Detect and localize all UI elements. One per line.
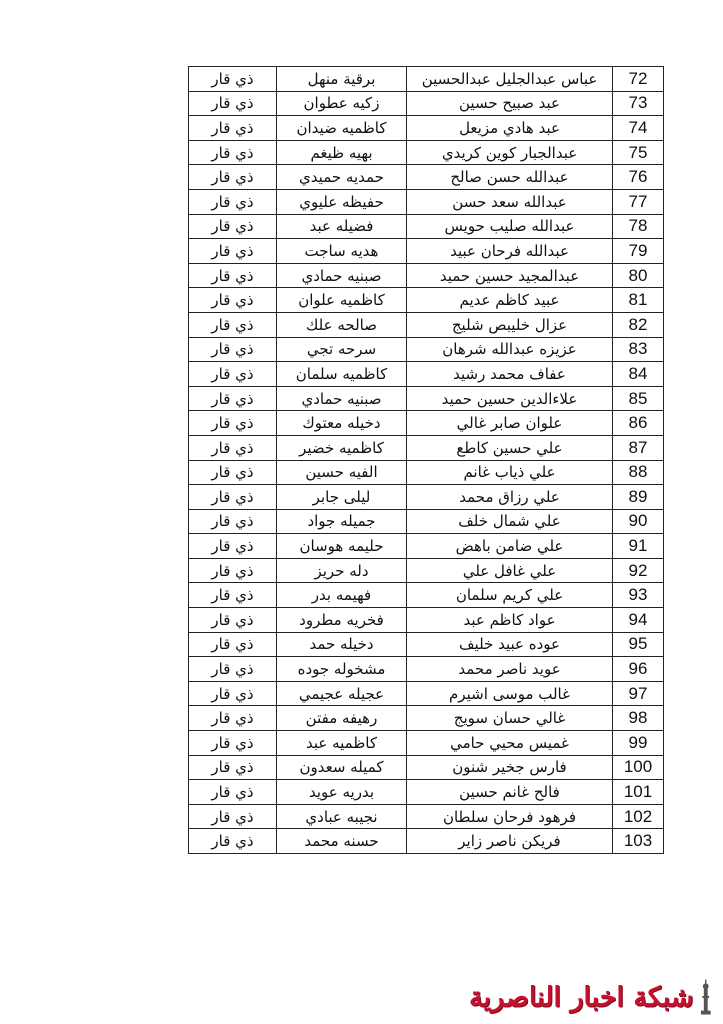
row-number: 77 bbox=[613, 189, 664, 214]
row-number: 87 bbox=[613, 435, 664, 460]
mother-name: جميله جواد bbox=[277, 509, 407, 534]
mother-name: صالحه علك bbox=[277, 312, 407, 337]
person-name: عواد كاظم عبد bbox=[407, 608, 613, 633]
table-row bbox=[189, 780, 664, 805]
mother-name: كاظميه علوان bbox=[277, 288, 407, 313]
table-row bbox=[189, 312, 664, 337]
row-number: 79 bbox=[613, 239, 664, 264]
governorate: ذي قار bbox=[189, 583, 277, 608]
table-row bbox=[189, 509, 664, 534]
person-name: علي ضامن باهض bbox=[407, 534, 613, 559]
governorate: ذي قار bbox=[189, 681, 277, 706]
person-name: عفاف محمد رشيد bbox=[407, 362, 613, 387]
person-name: عبدالله فرحان عبيد bbox=[407, 239, 613, 264]
mother-name: بدريه عويد bbox=[277, 780, 407, 805]
row-number: 101 bbox=[613, 780, 664, 805]
row-number: 81 bbox=[613, 288, 664, 313]
table-row bbox=[189, 755, 664, 780]
governorate: ذي قار bbox=[189, 140, 277, 165]
row-number: 93 bbox=[613, 583, 664, 608]
person-name: فارس جخير شنون bbox=[407, 755, 613, 780]
person-name: فالح غانم حسين bbox=[407, 780, 613, 805]
mother-name: حفيظه عليوي bbox=[277, 189, 407, 214]
governorate: ذي قار bbox=[189, 214, 277, 239]
row-number: 82 bbox=[613, 312, 664, 337]
table-row bbox=[189, 608, 664, 633]
row-number: 96 bbox=[613, 657, 664, 682]
governorate: ذي قار bbox=[189, 312, 277, 337]
watermark-logo bbox=[469, 976, 715, 1018]
person-name: عوده عبيد خليف bbox=[407, 632, 613, 657]
governorate: ذي قار bbox=[189, 608, 277, 633]
row-number: 86 bbox=[613, 411, 664, 436]
person-name: علي شمال خلف bbox=[407, 509, 613, 534]
row-number: 99 bbox=[613, 731, 664, 756]
table-body bbox=[189, 67, 664, 854]
governorate: ذي قار bbox=[189, 116, 277, 141]
table-row bbox=[189, 632, 664, 657]
names-table bbox=[188, 66, 664, 854]
person-name: علي رزاق محمد bbox=[407, 485, 613, 510]
governorate: ذي قار bbox=[189, 435, 277, 460]
row-number: 80 bbox=[613, 263, 664, 288]
person-name: غالب موسى اشيرم bbox=[407, 681, 613, 706]
row-number: 73 bbox=[613, 91, 664, 116]
table-row bbox=[189, 829, 664, 854]
mother-name: كاظميه ضيدان bbox=[277, 116, 407, 141]
table-row bbox=[189, 337, 664, 362]
mother-name: كاظميه سلمان bbox=[277, 362, 407, 387]
table-row bbox=[189, 239, 664, 264]
row-number: 75 bbox=[613, 140, 664, 165]
mother-name: فخريه مطرود bbox=[277, 608, 407, 633]
row-number: 97 bbox=[613, 681, 664, 706]
mother-name: عجيله عجيمي bbox=[277, 681, 407, 706]
mother-name: نجيبه عبادي bbox=[277, 804, 407, 829]
row-number: 74 bbox=[613, 116, 664, 141]
person-name: علي كريم سلمان bbox=[407, 583, 613, 608]
person-name: غالي حسان سويج bbox=[407, 706, 613, 731]
mother-name: صبنيه حمادي bbox=[277, 263, 407, 288]
table-row bbox=[189, 263, 664, 288]
governorate: ذي قار bbox=[189, 534, 277, 559]
governorate: ذي قار bbox=[189, 731, 277, 756]
governorate: ذي قار bbox=[189, 780, 277, 805]
governorate: ذي قار bbox=[189, 189, 277, 214]
mother-name: ليلى جابر bbox=[277, 485, 407, 510]
mother-name: حمديه حميدي bbox=[277, 165, 407, 190]
person-name: عزيزه عبدالله شرهان bbox=[407, 337, 613, 362]
mother-name: حليمه هوسان bbox=[277, 534, 407, 559]
table-row bbox=[189, 189, 664, 214]
mother-name: رهيفه مفتن bbox=[277, 706, 407, 731]
row-number: 88 bbox=[613, 460, 664, 485]
person-name: عبد هادي مزيعل bbox=[407, 116, 613, 141]
governorate: ذي قار bbox=[189, 829, 277, 854]
person-name: عبد صبيح حسين bbox=[407, 91, 613, 116]
person-name: عباس عبدالجليل عبدالحسين bbox=[407, 67, 613, 92]
table-row bbox=[189, 731, 664, 756]
mother-name: دخيله معتوك bbox=[277, 411, 407, 436]
watermark-text: شبكة اخبار الناصرية bbox=[469, 981, 694, 1013]
table-row bbox=[189, 116, 664, 141]
row-number: 89 bbox=[613, 485, 664, 510]
person-name: عبدالله حسن صالح bbox=[407, 165, 613, 190]
governorate: ذي قار bbox=[189, 337, 277, 362]
person-name: عبدالله سعد حسن bbox=[407, 189, 613, 214]
table-row bbox=[189, 460, 664, 485]
table-row bbox=[189, 214, 664, 239]
row-number: 102 bbox=[613, 804, 664, 829]
mother-name: سرحه تجي bbox=[277, 337, 407, 362]
table-row bbox=[189, 411, 664, 436]
governorate: ذي قار bbox=[189, 67, 277, 92]
table-row bbox=[189, 558, 664, 583]
row-number: 85 bbox=[613, 386, 664, 411]
governorate: ذي قار bbox=[189, 362, 277, 387]
row-number: 91 bbox=[613, 534, 664, 559]
table-row bbox=[189, 67, 664, 92]
governorate: ذي قار bbox=[189, 165, 277, 190]
person-name: علي غافل علي bbox=[407, 558, 613, 583]
person-name: عبيد كاظم عديم bbox=[407, 288, 613, 313]
person-name: علي ذياب غانم bbox=[407, 460, 613, 485]
mother-name: فهيمه بدر bbox=[277, 583, 407, 608]
table-row bbox=[189, 362, 664, 387]
governorate: ذي قار bbox=[189, 558, 277, 583]
mother-name: بهيه ظيغم bbox=[277, 140, 407, 165]
table-row bbox=[189, 706, 664, 731]
mother-name: مشخوله جوده bbox=[277, 657, 407, 682]
table-row bbox=[189, 534, 664, 559]
governorate: ذي قار bbox=[189, 263, 277, 288]
governorate: ذي قار bbox=[189, 288, 277, 313]
row-number: 100 bbox=[613, 755, 664, 780]
row-number: 98 bbox=[613, 706, 664, 731]
table-row bbox=[189, 583, 664, 608]
mother-name: زكيه عطوان bbox=[277, 91, 407, 116]
row-number: 90 bbox=[613, 509, 664, 534]
governorate: ذي قار bbox=[189, 460, 277, 485]
table-row bbox=[189, 681, 664, 706]
person-name: عبدالجبار كوين كريدي bbox=[407, 140, 613, 165]
row-number: 94 bbox=[613, 608, 664, 633]
person-name: فرهود فرحان سلطان bbox=[407, 804, 613, 829]
governorate: ذي قار bbox=[189, 657, 277, 682]
mother-name: صبنيه حمادي bbox=[277, 386, 407, 411]
person-name: علوان صابر غالي bbox=[407, 411, 613, 436]
governorate: ذي قار bbox=[189, 509, 277, 534]
row-number: 92 bbox=[613, 558, 664, 583]
governorate: ذي قار bbox=[189, 91, 277, 116]
table-row bbox=[189, 288, 664, 313]
governorate: ذي قار bbox=[189, 411, 277, 436]
row-number: 76 bbox=[613, 165, 664, 190]
minaret-emblem-icon bbox=[697, 978, 715, 1016]
person-name: عويد ناصر محمد bbox=[407, 657, 613, 682]
mother-name: هديه ساجت bbox=[277, 239, 407, 264]
mother-name: فضيله عبد bbox=[277, 214, 407, 239]
table-row bbox=[189, 91, 664, 116]
mother-name: حسنه محمد bbox=[277, 829, 407, 854]
governorate: ذي قار bbox=[189, 386, 277, 411]
row-number: 103 bbox=[613, 829, 664, 854]
governorate: ذي قار bbox=[189, 755, 277, 780]
mother-name: برقية منهل bbox=[277, 67, 407, 92]
row-number: 84 bbox=[613, 362, 664, 387]
governorate: ذي قار bbox=[189, 485, 277, 510]
table-row bbox=[189, 657, 664, 682]
person-name: عبدالمجيد حسين حميد bbox=[407, 263, 613, 288]
table-row bbox=[189, 485, 664, 510]
table-row bbox=[189, 140, 664, 165]
row-number: 95 bbox=[613, 632, 664, 657]
table-row bbox=[189, 165, 664, 190]
person-name: عبدالله صليب حويس bbox=[407, 214, 613, 239]
row-number: 83 bbox=[613, 337, 664, 362]
table-row bbox=[189, 804, 664, 829]
person-name: فريكن ناصر زاير bbox=[407, 829, 613, 854]
mother-name: دخيله حمد bbox=[277, 632, 407, 657]
table-row bbox=[189, 435, 664, 460]
governorate: ذي قار bbox=[189, 632, 277, 657]
mother-name: الفيه حسين bbox=[277, 460, 407, 485]
mother-name: كاظميه عبد bbox=[277, 731, 407, 756]
mother-name: كميله سعدون bbox=[277, 755, 407, 780]
person-name: غميس محيي حامي bbox=[407, 731, 613, 756]
mother-name: دله حريز bbox=[277, 558, 407, 583]
governorate: ذي قار bbox=[189, 804, 277, 829]
governorate: ذي قار bbox=[189, 239, 277, 264]
governorate: ذي قار bbox=[189, 706, 277, 731]
row-number: 72 bbox=[613, 67, 664, 92]
row-number: 78 bbox=[613, 214, 664, 239]
table-row bbox=[189, 386, 664, 411]
person-name: عزال خليبص شليج bbox=[407, 312, 613, 337]
person-name: علاءالدين حسين حميد bbox=[407, 386, 613, 411]
mother-name: كاظميه خضير bbox=[277, 435, 407, 460]
person-name: علي حسين كاطع bbox=[407, 435, 613, 460]
